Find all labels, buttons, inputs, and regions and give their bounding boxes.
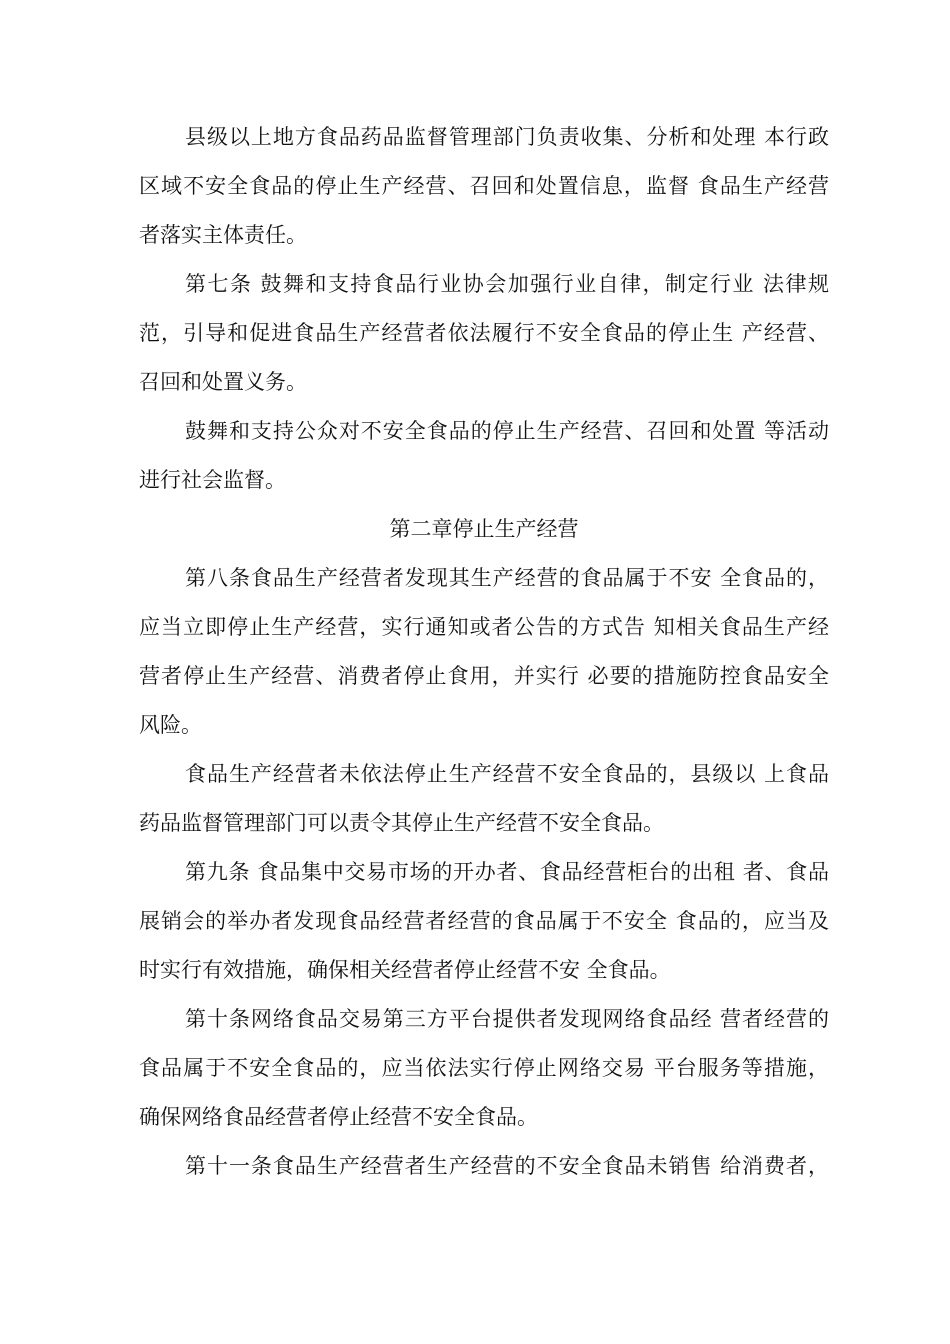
text-line: 时实行有效措施，确保相关经营者停止经营不安 全食品。: [139, 958, 671, 982]
chapter-heading: 第二章停止生产经营: [389, 517, 579, 541]
text-line: 区域不安全食品的停止生产经营、召回和处置信息，监督 食品生产经营: [139, 174, 829, 198]
text-line: 第八条食品生产经营者发现其生产经营的食品属于不安 全食品的，: [185, 566, 829, 590]
document-body: [139, 113, 829, 1191]
text-line: 风险。: [139, 713, 202, 737]
text-line: 展销会的举办者发现食品经营者经营的食品属于不安全 食品的，应当及: [139, 909, 829, 933]
text-line: 第七条 鼓舞和支持食品行业协会加强行业自律，制定行业 法律规: [185, 272, 829, 296]
text-line: 确保网络食品经营者停止经营不安全食品。: [139, 1105, 538, 1129]
text-line: 药品监督管理部门可以责令其停止生产经营不安全食品。: [139, 811, 664, 835]
text-line: 鼓舞和支持公众对不安全食品的停止生产经营、召回和处置 等活动: [185, 419, 829, 443]
text-line: 食品属于不安全食品的，应当依法实行停止网络交易 平台服务等措施，: [139, 1056, 829, 1080]
text-line: 第九条 食品集中交易市场的开办者、食品经营柜台的出租 者、食品: [185, 860, 829, 884]
text-line: 应当立即停止生产经营，实行通知或者公告的方式告 知相关食品生产经: [139, 615, 829, 639]
text-line: 范，引导和促进食品生产经营者依法履行不安全食品的停止生 产经营、: [139, 321, 829, 345]
text-line: 第十一条食品生产经营者生产经营的不安全食品未销售 给消费者，: [185, 1154, 829, 1178]
text-line: 召回和处置义务。: [139, 370, 307, 394]
text-line: 县级以上地方食品药品监督管理部门负责收集、分析和处理 本行政: [185, 125, 829, 149]
text-line: 进行社会监督。: [139, 468, 286, 492]
text-line: 者落实主体责任。: [139, 223, 307, 247]
text-line: 营者停止生产经营、消费者停止食用，并实行 必要的措施防控食品安全: [139, 664, 829, 688]
text-line: 食品生产经营者未依法停止生产经营不安全食品的，县级以 上食品: [185, 762, 829, 786]
text-line: 第十条网络食品交易第三方平台提供者发现网络食品经 营者经营的: [185, 1007, 829, 1031]
